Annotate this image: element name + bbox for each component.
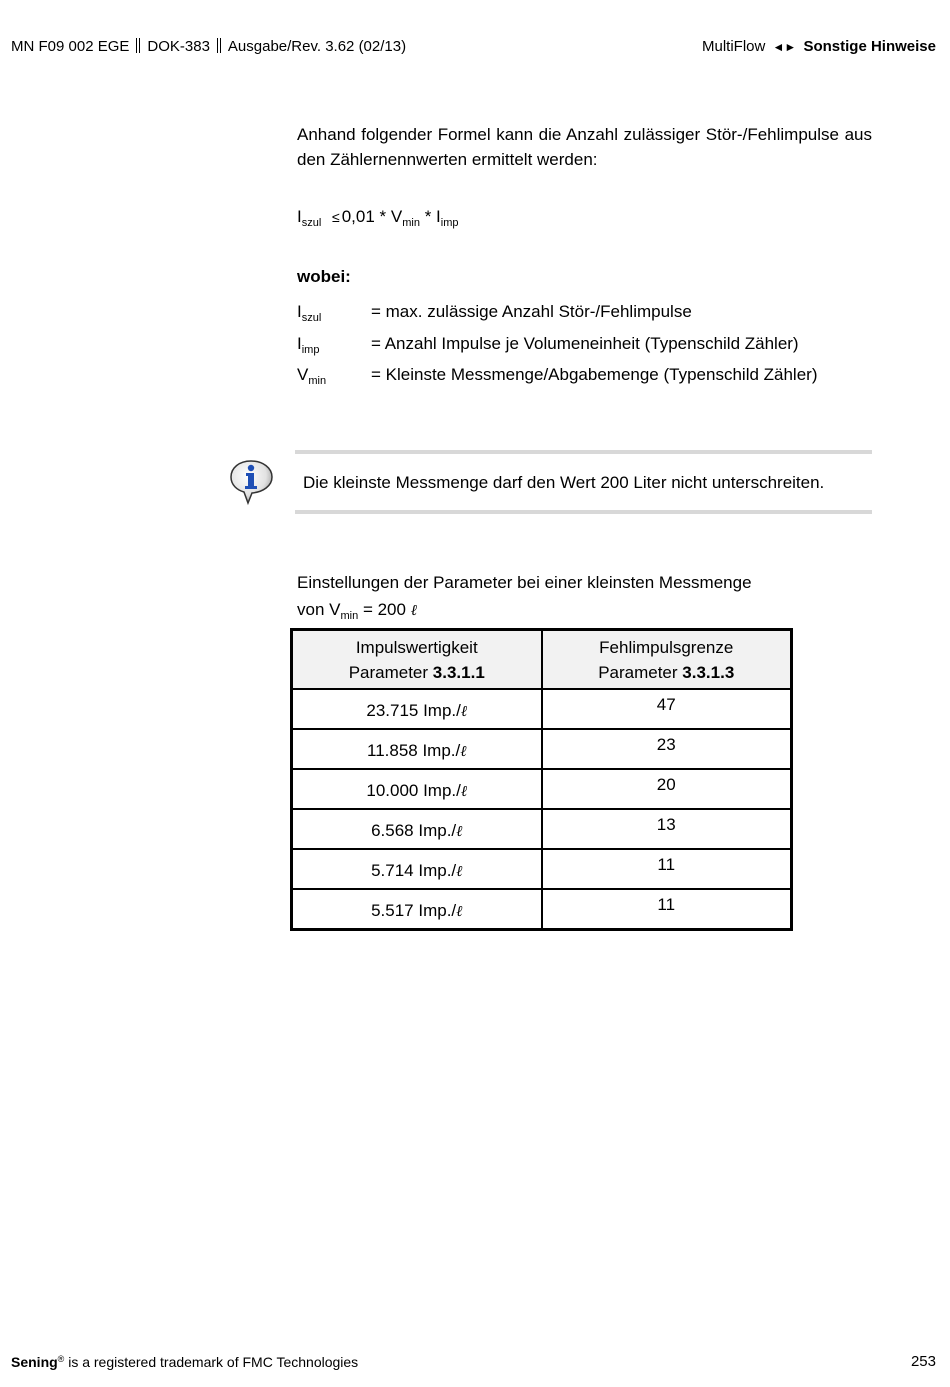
page-number: 253 — [910, 1353, 936, 1370]
nav-arrows-icon: ◄► — [772, 40, 797, 54]
column-header-impulswertigkeit: Impulswertigkeit Parameter 3.3.1.1 — [292, 630, 542, 690]
section-title: Sonstige Hinweise — [803, 38, 936, 55]
table-row: 10.000 Imp./ℓ 20 — [292, 769, 792, 809]
leq-symbol: ≤ — [332, 209, 340, 225]
table-row: 11.858 Imp./ℓ 23 — [292, 729, 792, 769]
intro-paragraph: Anhand folgender Formel kann die Anzahl zulässiger Stör-/Fehlimpulse aus den Zählernennwerten ermittelt werden: — [297, 125, 872, 169]
note-box — [295, 450, 872, 514]
note-text: Die kleinste Messmenge darf den Wert 200 Liter nicht unterschreiten. — [303, 473, 825, 492]
revision: Ausgabe/Rev. 3.62 (02/13) — [227, 38, 407, 55]
document-id: MN F09 002 EGE — [11, 38, 130, 55]
footer-trademark: Sening® is a registered trademark of FMC Technologies — [11, 1354, 359, 1370]
product-name: MultiFlow — [702, 38, 766, 55]
definition-row: $I_{imp}$ = Anzahl Impulse je Volumeneinheit (Typenschild Zähler) — [297, 334, 799, 356]
parameter-table — [290, 628, 793, 931]
definition-row: $I_{szul} = \max$. zulässige Anzahl Stör-/Fehlimpulse — [297, 302, 692, 324]
table-row: 6.568 Imp./ℓ 13 — [292, 809, 792, 849]
wobei-label: wobei: — [297, 267, 351, 286]
brand-name: Sening — [11, 1354, 58, 1370]
header-document-info — [11, 38, 406, 55]
liter-symbol: ℓ — [410, 601, 417, 619]
separator — [136, 38, 140, 53]
header-section-info — [702, 38, 936, 55]
column-header-fehlimpulsgrenze: Fehlimpulsgrenze Parameter 3.3.1.3 — [542, 630, 792, 690]
formula: $I_{szul} \le 0,01 * V_{min} * I_{imp}$ — [297, 207, 459, 229]
info-icon — [229, 458, 275, 506]
table-row: 23.715 Imp./ℓ 47 — [292, 689, 792, 729]
settings-caption: Einstellungen der Parameter bei einer kleinsten Messmenge von $V_{min} = 200$ ℓ — [297, 573, 752, 622]
separator — [217, 38, 221, 53]
table-row: 5.714 Imp./ℓ 11 — [292, 849, 792, 889]
definition-row: $V_{min}$ = Kleinste Messmenge/Abgabemenge (Typenschild Zähler) — [297, 365, 818, 387]
table-row: 5.517 Imp./ℓ 11 — [292, 889, 792, 930]
dok-number: DOK-383 — [147, 38, 210, 55]
